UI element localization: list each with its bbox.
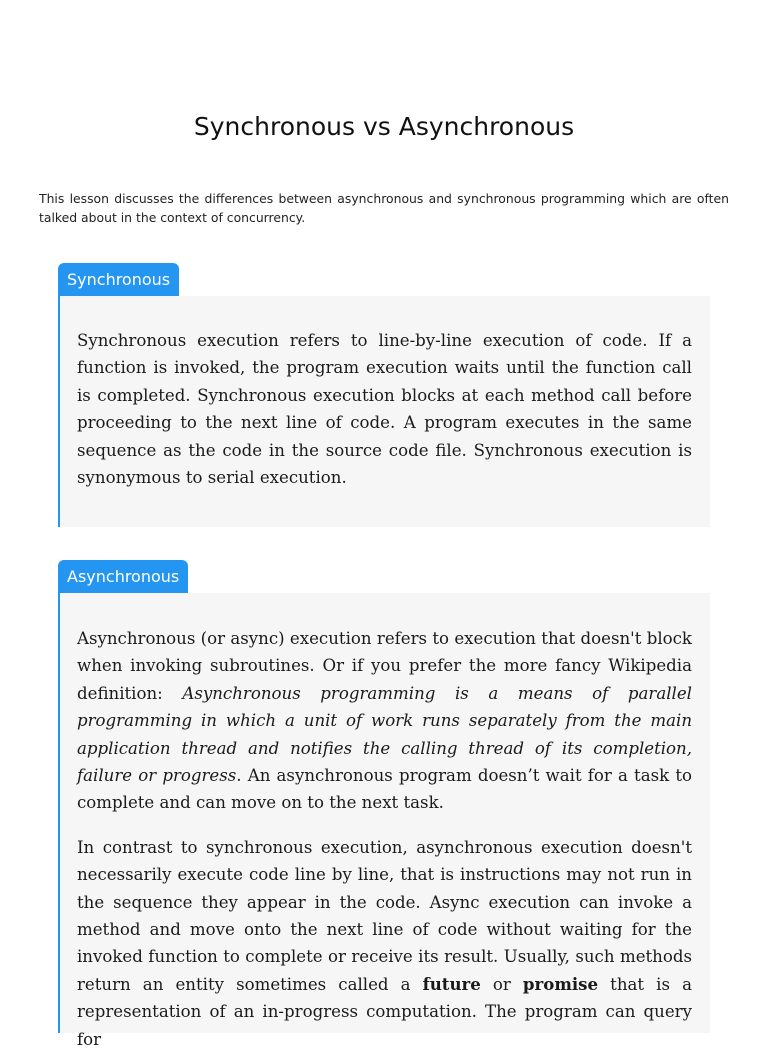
asynchronous-section-body [58, 593, 710, 1049]
synchronous-section [58, 263, 710, 527]
wikipedia-definition-quote: Asynchronous programming is a means of parallel programming in which a unit of work runs separately from the main application thread and notifies the calling thread of its completion, failure or progress [77, 683, 692, 786]
synchronous-section-body [58, 296, 710, 527]
paragraph-tail-text: that is a representation of an in-progress computation. The program can query for [77, 974, 692, 1049]
future-term: future [422, 973, 481, 994]
paragraph-lead-text: In contrast to synchronous execution, asynchronous execution doesn't necessarily execute code line by line, that is instructions may not run in the sequence they appear in the code. Async execution can invoke a method and move onto the next line of code without waiting for the invoked function to complete or receive its result. Usually, such methods return an entity sometimes called a [77, 837, 692, 994]
synchronous-tab-label: Synchronous [58, 263, 179, 296]
asynchronous-tab-label: Asynchronous [58, 560, 188, 593]
page-title: Synchronous vs Asynchronous [193, 112, 575, 141]
paragraph-connector-text: or [480, 974, 523, 994]
synchronous-paragraph: Synchronous execution refers to line-by-line execution of code. If a function is invoked, the program execution waits until the function call is completed. Synchronous execution blocks at each method call before proceeding to the next line of code. A program executes in the same sequence as the code in the source code file. Synchronous execution is synonymous to serial execution. [77, 331, 692, 488]
asynchronous-section [58, 560, 710, 1049]
lesson-intro: This lesson discusses the differences between asynchronous and synchronous programming which are often talked about in the context of concurrency. [39, 191, 729, 225]
asynchronous-paragraph-1 [77, 625, 692, 817]
promise-term: promise [522, 973, 599, 994]
paragraph-lead-text: Asynchronous (or async) execution refers to execution that doesn't block when invoking subroutines. Or if you prefer the more fancy Wikipedia definition: [77, 629, 692, 703]
paragraph-tail-text: . An asynchronous program doesn’t wait for a task to complete and can move on to the next task. [77, 766, 693, 813]
asynchronous-paragraph-2 [77, 834, 692, 1053]
